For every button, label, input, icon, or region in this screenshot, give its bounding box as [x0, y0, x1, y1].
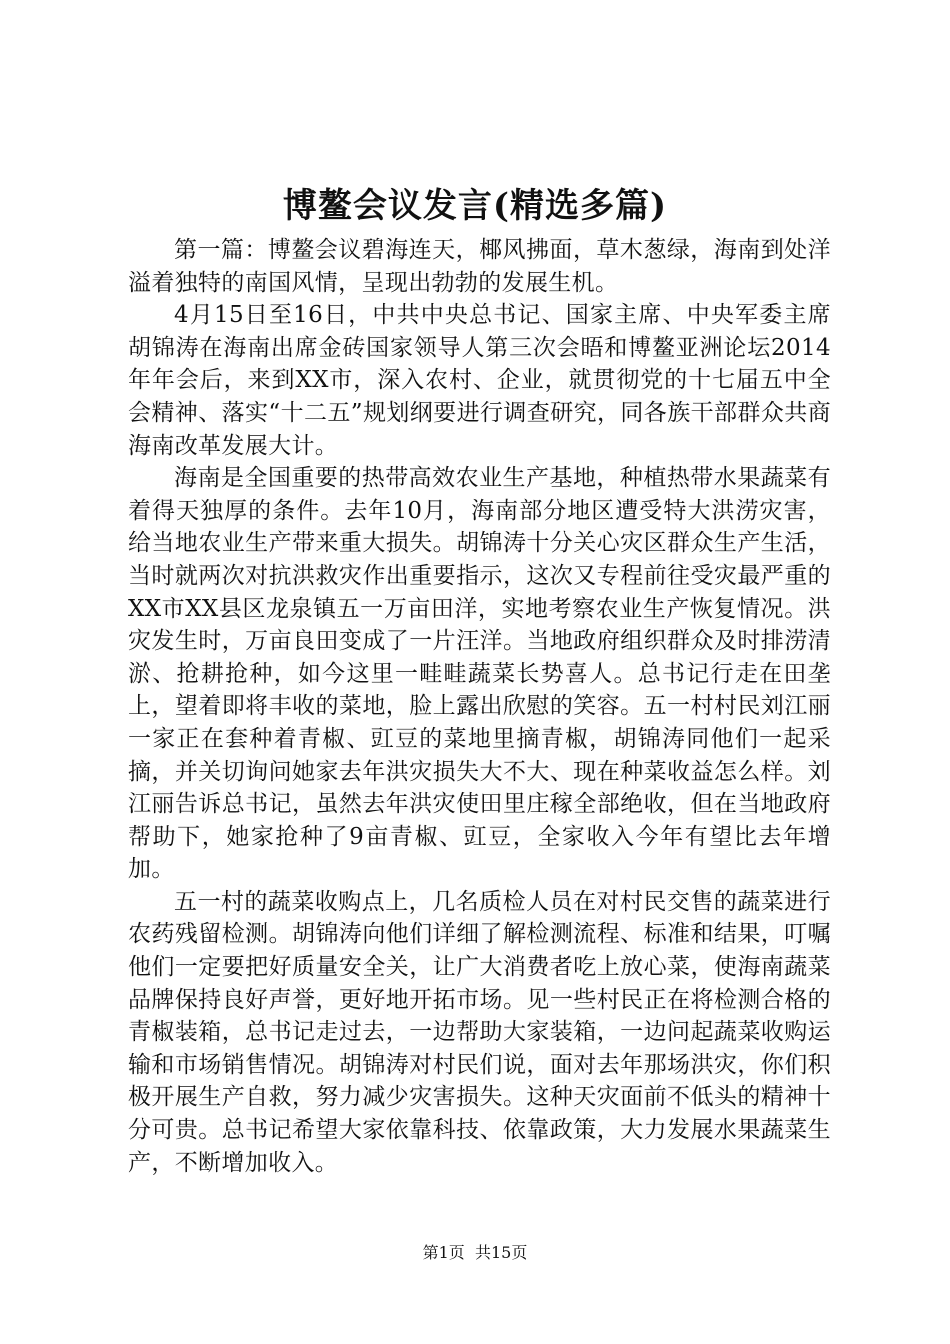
document-title: 博鳌会议发言(精选多篇)	[282, 186, 668, 226]
current-page-number: 第1页	[422, 1243, 465, 1262]
paragraph-1: 第一篇：博鳌会议碧海连天，椰风拂面，草木葱绿，海南到处洋溢着独特的南国风情，呈现出勃勃的发展生机。	[128, 237, 831, 296]
paragraph-2: 4月15日至16日，中共中央总书记、国家主席、中央军委主席胡锦涛在海南出席金砖国家领导人第三次会晤和博鳌亚洲论坛2014年年会后，来到XX市，深入农村、企业，就贯彻党的十七届五中全会精神、落实“十二五”规划纲要进行调查研究，同各族干部群众共商海南改革发展大计。	[128, 302, 831, 459]
total-page-count: 共15页	[474, 1243, 528, 1262]
paragraph-3: 海南是全国重要的热带高效农业生产基地，种植热带水果蔬菜有着得天独厚的条件。去年10月，海南部分地区遭受特大洪涝灾害，给当地农业生产带来重大损失。胡锦涛十分关心灾区群众生产生活，当时就两次对抗洪救灾作出重要指示，这次又专程前往受灾最严重的XX市XX县区龙泉镇五一万亩田洋，实地考察农业生产恢复情况。洪灾发生时，万亩良田变成了一片汪洋。当地政府组织群众及时排涝清淤、抢耕抢种，如今这里一畦畦蔬菜长势喜人。总书记行走在田垄上，望着即将丰收的菜地，脸上露出欣慰的笑容。五一村村民刘江丽一家正在套种着青椒、豇豆的菜地里摘青椒，胡锦涛同他们一起采摘，并关切询问她家去年洪灾损失大不大、现在种菜收益怎么样。刘江丽告诉总书记，虽然去年洪灾使田里庄稼全部绝收，但在当地政府帮助下，她家抢种了9亩青椒、豇豆，全家收入今年有望比去年增加。	[128, 465, 831, 883]
paragraph-4: 五一村的蔬菜收购点上，几名质检人员在对村民交售的蔬菜进行农药残留检测。胡锦涛向他们详细了解检测流程、标准和结果，叮嘱他们一定要把好质量安全关，让广大消费者吃上放心菜，使海南蔬菜品牌保持良好声誉，更好地开拓市场。见一些村民正在将检测合格的青椒装箱，总书记走过去，一边帮助大家装箱，一边问起蔬菜收购运输和市场销售情况。胡锦涛对村民们说，面对去年那场洪灾，你们积极开展生产自救，努力减少灾害损失。这种天灾面前不低头的精神十分可贵。总书记希望大家依靠科技、依靠政策，大力发展水果蔬菜生产，不断增加收入。	[128, 888, 831, 1176]
document-body	[128, 234, 831, 1179]
page-footer	[0, 1242, 950, 1264]
